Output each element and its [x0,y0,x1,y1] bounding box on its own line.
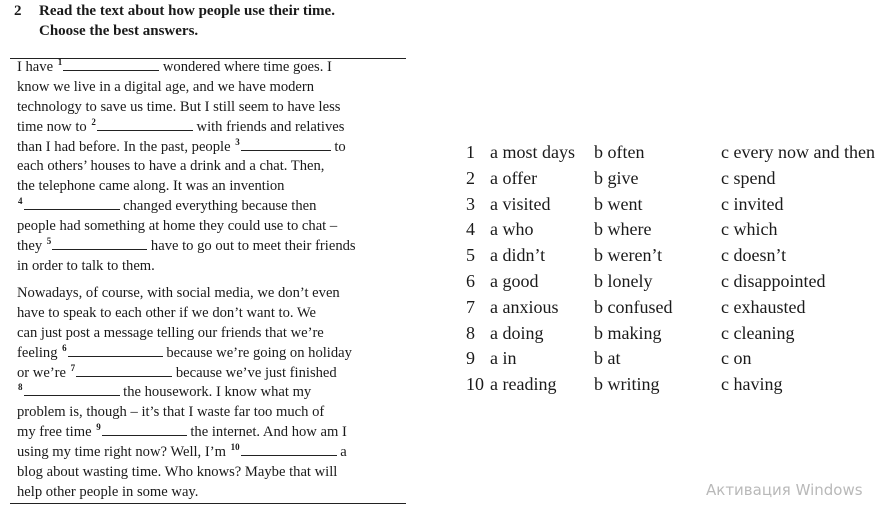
answer-blank [63,59,159,71]
passage-line [17,344,407,364]
passage-text: have to speak to each other if we don’t want to. We [17,304,316,321]
option-b: b where [594,219,652,240]
passage-text: have to go out to meet their friends [147,238,356,255]
option-a: a most days [490,142,575,162]
passage-text: using my time right now? Well, I’m [17,444,230,461]
answer-blank [24,384,120,396]
option-c: c every now and then [721,142,875,162]
passage-text: a [336,444,347,461]
passage-line [17,197,407,217]
passage-line [17,423,407,443]
option-b: b lonely [594,270,653,291]
option-a: a reading [490,374,557,395]
answer-blank [52,238,147,250]
answer-blank [97,119,193,131]
option-c: c invited [721,193,784,214]
option-c: c spend [721,167,776,188]
passage-line [17,324,407,344]
question-number: 10 [466,374,484,395]
question-number: 2 [466,167,475,188]
passage-text: I have [17,59,57,75]
option-b: b weren’t [594,245,663,266]
instruction-text-1: Read the text about how people use their time. [39,3,335,19]
option-b: b went [594,193,643,214]
passage-line [17,383,407,403]
gap-number: 7 [70,362,76,373]
option-b: b making [594,322,662,343]
gap-number: 2 [91,116,96,127]
passage-paragraph-2 [17,284,407,503]
gap-number: 5 [46,236,52,247]
question-number: 3 [466,193,475,214]
option-a: a didn’t [490,245,546,266]
option-c: c exhausted [721,296,806,317]
option-c: c cleaning [721,322,795,343]
option-b: b at [594,348,621,369]
passage-text: each others’ houses to have a drink and a chat. Then, [17,158,325,175]
option-c: c having [721,374,783,395]
passage-text: help other people in some way. [17,483,199,500]
passage-line [17,118,407,138]
passage-line [17,217,407,237]
passage-text: can just post a message telling our friends that we’re [17,324,324,341]
passage-text: to [330,138,346,155]
instruction-line-2: Choose the best answers. [39,22,199,39]
passage-text: time now to [17,118,91,135]
option-c: c disappointed [721,270,826,291]
question-number: 7 [466,296,475,317]
passage-line [17,483,407,503]
answer-blank [24,198,120,210]
passage-line [17,364,407,384]
gap-number: 6 [62,342,67,353]
option-a: a in [490,348,517,369]
instruction-line-1 [14,2,335,22]
question-number: 4 [466,219,475,240]
exercise-number: 2 [14,3,22,19]
passage-text: the telephone came along. It was an invention [17,178,285,195]
passage-text: Nowadays, of course, with social media, we don’t even [17,285,340,301]
passage-text: because we’re going on holiday [162,344,352,361]
passage-text: know we live in a digital age, and we have modern [17,78,315,95]
gap-number: 4 [18,196,23,207]
option-a: a anxious [490,296,559,317]
windows-activation-watermark: Активация Windows [706,481,863,499]
option-b: b confused [594,296,673,317]
passage-text: with friends and relatives [192,118,345,135]
gap-number: 8 [18,382,23,393]
passage-line [17,403,407,423]
answer-blank [68,345,163,357]
option-b: b often [594,142,645,162]
passage-line [17,58,407,78]
passage-line [17,284,407,304]
passage-line [17,257,407,277]
passage-line [17,177,407,197]
passage-text: the internet. And how am I [186,424,347,441]
passage-text: problem is, though – it’s that I waste far too much of [17,404,325,421]
option-a: a doing [490,322,544,343]
passage-line [17,157,407,177]
bottom-divider [10,503,406,504]
passage-text: in order to talk to them. [17,257,155,274]
passage-line [17,237,407,257]
option-c: c on [721,348,752,369]
option-b: b writing [594,374,660,395]
passage-text: technology to save us time. But I still seem to have less [17,98,341,115]
passage-text: the housework. I know what my [119,384,312,401]
question-number: 5 [466,245,475,266]
passage-text: or we’re [17,364,70,381]
passage-text: because we’ve just finished [172,364,337,381]
passage-line [17,304,407,324]
answer-blank [102,424,187,436]
question-number: 1 [466,142,475,162]
option-c: c which [721,219,778,240]
passage-paragraph-1 [17,58,407,277]
passage-text: than I had before. In the past, people [17,138,235,155]
passage-line [17,443,407,463]
option-c: c doesn’t [721,245,787,266]
exercise-header [14,2,335,41]
passage-text: they [17,238,46,255]
answer-blank [241,444,337,456]
passage-text: my free time [17,424,96,441]
option-a: a good [490,270,539,291]
passage-text: blog about wasting time. Who knows? Maybe that will [17,464,338,481]
question-number: 8 [466,322,475,343]
gap-number: 3 [235,136,240,147]
passage-text: wondered where time goes. I [159,59,332,75]
option-a: a visited [490,193,551,214]
passage-line [17,138,407,158]
answer-blank [76,365,172,377]
option-a: a offer [490,167,538,188]
gap-number: 9 [96,422,101,433]
passage-text: people had something at home they could use to chat – [17,218,338,235]
passage-line [17,463,407,483]
option-a: a who [490,219,534,240]
passage-line [17,78,407,98]
gap-number: 1 [57,57,63,67]
passage-line [17,98,407,118]
passage-text: feeling [17,344,62,361]
question-number: 6 [466,270,475,291]
question-number: 9 [466,348,475,369]
option-b: b give [594,167,639,188]
passage-text: changed everything because then [119,198,317,215]
answer-blank [241,139,331,151]
gap-number: 10 [230,442,240,453]
